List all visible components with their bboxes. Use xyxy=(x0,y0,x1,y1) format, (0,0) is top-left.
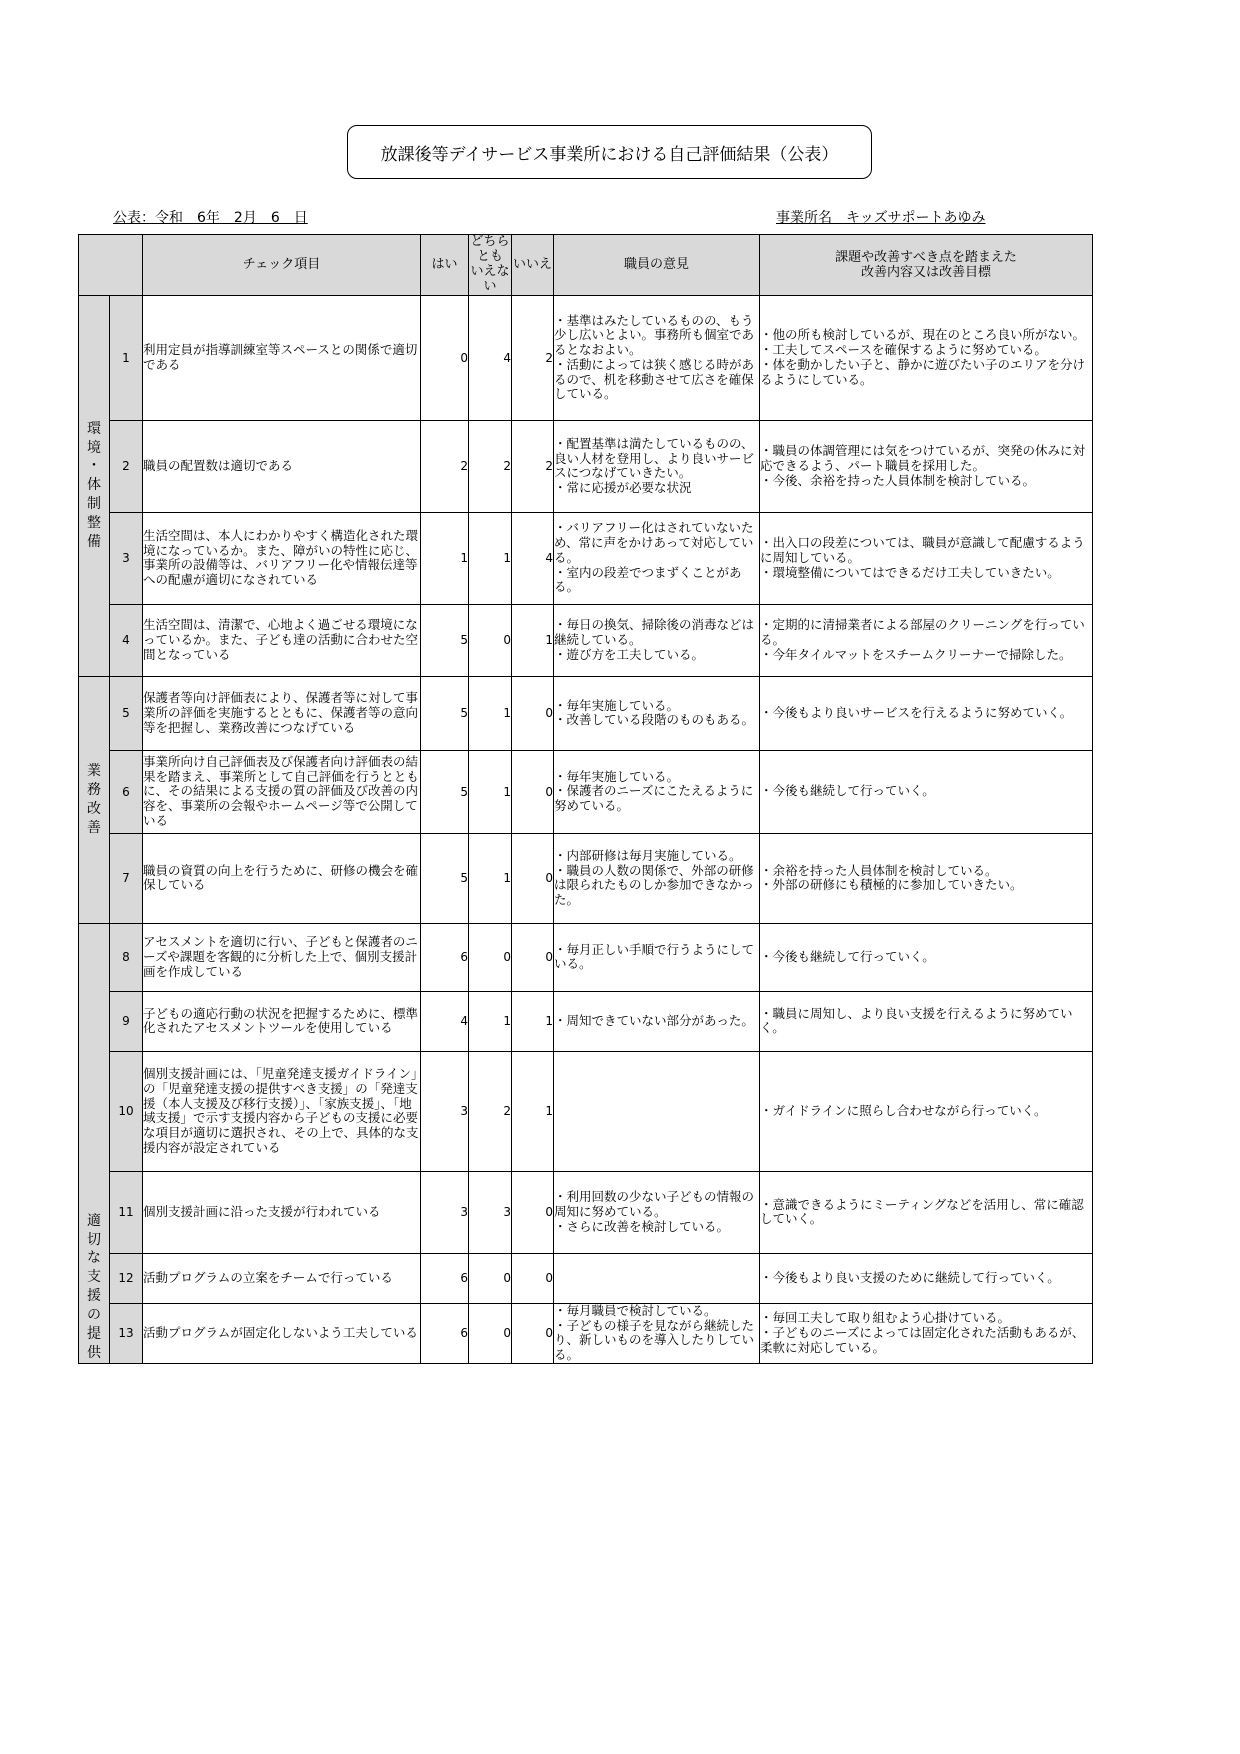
table-row xyxy=(79,1171,1093,1253)
count-yes: 2 xyxy=(421,420,469,512)
row-number: 2 xyxy=(110,420,143,512)
count-yes: 5 xyxy=(421,750,469,833)
table-row xyxy=(79,295,1093,420)
category-operations: 業 務 改 善 xyxy=(79,676,110,923)
count-yes: 3 xyxy=(421,1051,469,1171)
count-yes: 5 xyxy=(421,604,469,676)
check-item: 職員の配置数は適切である xyxy=(143,420,421,512)
count-no: 0 xyxy=(512,1303,554,1363)
staff-opinion: ・毎年実施している。 ・改善している段階のものもある。 xyxy=(554,676,760,750)
count-no: 0 xyxy=(512,833,554,923)
header-staff-opinion: 職員の意見 xyxy=(554,235,760,296)
count-yes: 1 xyxy=(421,512,469,604)
count-yes: 0 xyxy=(421,295,469,420)
table-header xyxy=(79,235,1093,296)
check-item: アセスメントを適切に行い、子どもと保護者のニーズや課題を客観的に分析した上で、個別支援計画を作成している xyxy=(143,923,421,991)
row-number: 10 xyxy=(110,1051,143,1171)
improvement-goal: ・今後も継続して行っていく。 xyxy=(760,750,1093,833)
count-no: 0 xyxy=(512,750,554,833)
table-row xyxy=(79,420,1093,512)
count-no: 0 xyxy=(512,676,554,750)
improvement-goal: ・今後もより良いサービスを行えるように努めていく。 xyxy=(760,676,1093,750)
header-no: いいえ xyxy=(512,235,554,296)
header-neither: どちらとも いえない xyxy=(470,234,510,294)
improvement-goal: ・出入口の段差については、職員が意識して配慮するように周知している。 ・環境整備についてはできるだけ工夫していきたい。 xyxy=(760,512,1093,604)
table-row xyxy=(79,604,1093,676)
check-item: 利用定員が指導訓練室等スペースとの関係で適切である xyxy=(143,295,421,420)
row-number: 8 xyxy=(110,923,143,991)
improvement-goal: ・ガイドラインに照らし合わせながら行っていく。 xyxy=(760,1051,1093,1171)
count-neither: 1 xyxy=(469,512,512,604)
row-number: 5 xyxy=(110,676,143,750)
office-name: 事業所名 キッズサポートあゆみ xyxy=(776,210,986,226)
count-neither: 0 xyxy=(469,923,512,991)
table-row xyxy=(79,1303,1093,1363)
improvement-goal: ・職員に周知し、より良い支援を行えるように努めていく。 xyxy=(760,991,1093,1051)
check-item: 生活空間は、清潔で、心地よく過ごせる環境になっているか。また、子ども達の活動に合わせた空間となっている xyxy=(143,604,421,676)
count-yes: 3 xyxy=(421,1171,469,1253)
count-no: 2 xyxy=(512,420,554,512)
count-neither: 1 xyxy=(469,676,512,750)
count-yes: 4 xyxy=(421,991,469,1051)
improvement-goal: ・定期的に清掃業者による部屋のクリーニングを行っている。 ・今年タイルマットをスチームクリーナーで掃除した。 xyxy=(760,604,1093,676)
count-neither: 1 xyxy=(469,833,512,923)
staff-opinion: ・内部研修は毎月実施している。 ・職員の人数の関係で、外部の研修は限られたものしか参加できなかった。 xyxy=(554,833,760,923)
row-number: 4 xyxy=(110,604,143,676)
table-row xyxy=(79,512,1093,604)
row-number: 3 xyxy=(110,512,143,604)
count-no: 0 xyxy=(512,1253,554,1303)
count-no: 0 xyxy=(512,1171,554,1253)
check-item: 子どもの適応行動の状況を把握するために、標準化されたアセスメントツールを使用している xyxy=(143,991,421,1051)
count-neither: 1 xyxy=(469,750,512,833)
count-yes: 6 xyxy=(421,1303,469,1363)
check-item: 保護者等向け評価表により、保護者等に対して事業所の評価を実施するとともに、保護者等の意向等を把握し、業務改善につなげている xyxy=(143,676,421,750)
improvement-goal: ・余裕を持った人員体制を検討している。 ・外部の研修にも積極的に参加していきたい。 xyxy=(760,833,1093,923)
count-no: 1 xyxy=(512,1051,554,1171)
check-item: 活動プログラムが固定化しないよう工夫している xyxy=(143,1303,421,1363)
check-item: 個別支援計画に沿った支援が行われている xyxy=(143,1171,421,1253)
count-neither: 2 xyxy=(469,420,512,512)
table-row xyxy=(79,991,1093,1051)
table-row xyxy=(79,750,1093,833)
improvement-goal: ・毎回工夫して取り組むよう心掛けている。 ・子どものニーズによっては固定化された活動もあるが、柔軟に対応している。 xyxy=(760,1303,1093,1363)
staff-opinion: ・バリアフリー化はされていないため、常に声をかけあって対応している。 ・室内の段差でつまずくことがある。 xyxy=(554,512,760,604)
header-yes: はい xyxy=(421,235,469,296)
staff-opinion: ・基準はみたしているものの、もう少し広いとよい。事務所も個室であるとなおよい。 ・活動によっては狭く感じる時があるので、机を移動させて広さを確保している。 xyxy=(554,295,760,420)
count-neither: 4 xyxy=(469,295,512,420)
staff-opinion: ・配置基準は満たしているものの、良い人材を登用し、より良いサービスにつなげていきたい。 ・常に応援が必要な状況 xyxy=(554,420,760,512)
row-number: 6 xyxy=(110,750,143,833)
header-improvement: 課題や改善すべき点を踏まえた 改善内容又は改善目標 xyxy=(760,235,1093,296)
count-neither: 2 xyxy=(469,1051,512,1171)
staff-opinion: ・毎年実施している。 ・保護者のニーズにこたえるように努めている。 xyxy=(554,750,760,833)
improvement-goal: ・職員の体調管理には気をつけているが、突発の休みに対応できるよう、パート職員を採用した。 ・今後、余裕を持った人員体制を検討している。 xyxy=(760,420,1093,512)
table-row xyxy=(79,1253,1093,1303)
header-check-item: チェック項目 xyxy=(143,235,421,296)
improvement-goal: ・今後もより良い支援のために継続して行っていく。 xyxy=(760,1253,1093,1303)
count-no: 2 xyxy=(512,295,554,420)
staff-opinion: ・毎月正しい手順で行うようにしている。 xyxy=(554,923,760,991)
table-row xyxy=(79,923,1093,991)
count-yes: 6 xyxy=(421,1253,469,1303)
header-corner xyxy=(79,235,143,296)
staff-opinion xyxy=(554,1051,760,1171)
staff-opinion xyxy=(554,1253,760,1303)
row-number: 9 xyxy=(110,991,143,1051)
check-item: 活動プログラムの立案をチームで行っている xyxy=(143,1253,421,1303)
evaluation-table xyxy=(78,234,1093,1364)
row-number: 1 xyxy=(110,295,143,420)
category-environment: 環 境 ・ 体 制 整 備 xyxy=(79,295,110,676)
staff-opinion: ・周知できていない部分があった。 xyxy=(554,991,760,1051)
count-neither: 1 xyxy=(469,991,512,1051)
improvement-goal: ・意識できるようにミーティングなどを活用し、常に確認していく。 xyxy=(760,1171,1093,1253)
count-no: 4 xyxy=(512,512,554,604)
table-row xyxy=(79,833,1093,923)
count-neither: 0 xyxy=(469,604,512,676)
page-title: 放課後等デイサービス事業所における自己評価結果（公表） xyxy=(347,125,872,179)
staff-opinion: ・毎月職員で検討している。 ・子どもの様子を見ながら継続したり、新しいものを導入したりしている。 xyxy=(554,1303,760,1363)
table-row xyxy=(79,676,1093,750)
row-number: 12 xyxy=(110,1253,143,1303)
count-neither: 0 xyxy=(469,1253,512,1303)
publication-date: 公表：令和 6年 2月 6 日 xyxy=(113,210,308,226)
category-support: 適 切 な 支 援 の 提 供 xyxy=(79,923,110,1363)
staff-opinion: ・毎日の換気、掃除後の消毒などは継続している。 ・遊び方を工夫している。 xyxy=(554,604,760,676)
staff-opinion: ・利用回数の少ない子どもの情報の周知に努めている。 ・さらに改善を検討している。 xyxy=(554,1171,760,1253)
improvement-goal: ・他の所も検討しているが、現在のところ良い所がない。 ・工夫してスペースを確保するように努めている。 ・体を動かしたい子と、静かに遊びたい子のエリアを分けるようにしている。 xyxy=(760,295,1093,420)
count-neither: 3 xyxy=(469,1171,512,1253)
count-yes: 5 xyxy=(421,676,469,750)
count-yes: 6 xyxy=(421,923,469,991)
count-yes: 5 xyxy=(421,833,469,923)
row-number: 7 xyxy=(110,833,143,923)
count-no: 1 xyxy=(512,604,554,676)
count-neither: 0 xyxy=(469,1303,512,1363)
check-item: 個別支援計画には、「児童発達支援ガイドライン」の「児童発達支援の提供すべき支援」の「発達支援（本人支援及び移行支援）」、「家族支援」、「地域支援」で示す支援内容から子どもの支援に必要な項目が適切に選択され、その上で、具体的な支援内容が設定されている xyxy=(143,1051,421,1171)
check-item: 事業所向け自己評価表及び保護者向け評価表の結果を踏まえ、事業所として自己評価を行うとともに、その結果による支援の質の評価及び改善の内容を、事業所の会報やホームページ等で公開している xyxy=(143,750,421,833)
check-item: 職員の資質の向上を行うために、研修の機会を確保している xyxy=(143,833,421,923)
table-row xyxy=(79,1051,1093,1171)
improvement-goal: ・今後も継続して行っていく。 xyxy=(760,923,1093,991)
row-number: 11 xyxy=(110,1171,143,1253)
count-no: 1 xyxy=(512,991,554,1051)
check-item: 生活空間は、本人にわかりやすく構造化された環境になっているか。また、障がいの特性に応じ、事業所の設備等は、バリアフリー化や情報伝達等への配慮が適切になされている xyxy=(143,512,421,604)
count-no: 0 xyxy=(512,923,554,991)
row-number: 13 xyxy=(110,1303,143,1363)
